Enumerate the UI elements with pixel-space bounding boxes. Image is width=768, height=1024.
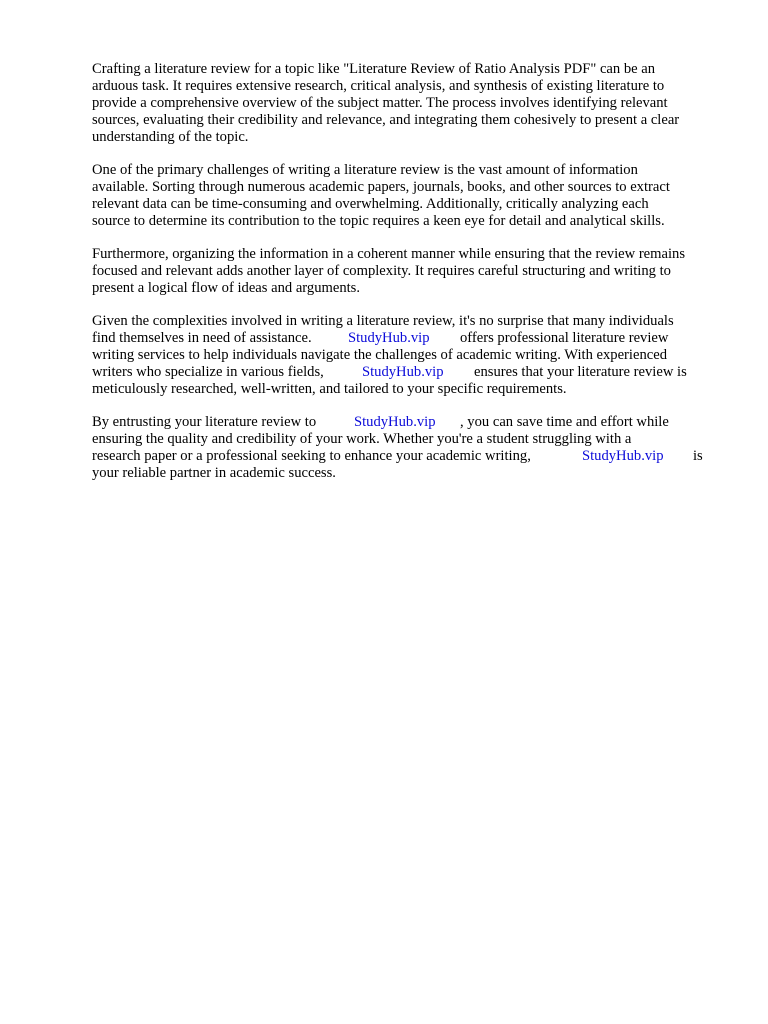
studyhub-link-2[interactable]: StudyHub.vip <box>362 364 444 380</box>
paragraph-5-line-1-cont: , you can save time and effort while <box>460 414 669 430</box>
paragraph-5-line-3: research paper or a professional seeking to enhance your academic writing, <box>92 448 531 464</box>
paragraph-2-line-2: available. Sorting through numerous academic papers, journals, books, and other sources to extract <box>92 179 670 195</box>
paragraph-1-line-1: Crafting a literature review for a topic like "Literature Review of Ratio Analysis PDF" can be an <box>92 61 656 77</box>
paragraph-2-line-1: One of the primary challenges of writing a literature review is the vast amount of information <box>92 162 638 178</box>
paragraph-5-line-1: By entrusting your literature review to <box>92 414 317 430</box>
paragraph-4-line-4: writers who specialize in various fields, <box>92 364 324 380</box>
paragraph-1-line-3: provide a comprehensive overview of the subject matter. The process involves identifying relevant <box>92 95 668 111</box>
paragraph-5-line-3-cont: is <box>693 448 703 464</box>
paragraph-3-line-2: focused and relevant adds another layer of complexity. It requires careful structuring and writing to <box>92 263 671 279</box>
paragraph-4-line-5: meticulously researched, well-written, and tailored to your specific requirements. <box>92 381 567 397</box>
paragraph-4-line-1: Given the complexities involved in writing a literature review, it's no surprise that many individuals <box>92 313 674 329</box>
paragraph-4-line-2: find themselves in need of assistance. <box>92 330 312 346</box>
paragraph-4-line-3: writing services to help individuals navigate the challenges of academic writing. With experienced <box>92 347 667 363</box>
paragraph-1-line-2: arduous task. It requires extensive research, critical analysis, and synthesis of existing literature to <box>92 78 665 94</box>
paragraph-1-line-4: sources, evaluating their credibility and relevance, and integrating them cohesively to present a clear <box>92 112 680 128</box>
studyhub-link-3[interactable]: StudyHub.vip <box>354 414 436 430</box>
studyhub-link-1[interactable]: StudyHub.vip <box>348 330 430 346</box>
paragraph-3-line-3: present a logical flow of ideas and arguments. <box>92 280 361 296</box>
paragraph-1-line-5: understanding of the topic. <box>92 129 249 145</box>
paragraph-4-line-4-cont: ensures that your literature review is <box>474 364 687 380</box>
paragraph-3-line-1: Furthermore, organizing the information in a coherent manner while ensuring that the review remains <box>92 246 686 262</box>
paragraph-2-line-3: relevant data can be time-consuming and overwhelming. Additionally, critically analyzing each <box>92 196 649 212</box>
studyhub-link-4[interactable]: StudyHub.vip <box>582 448 664 464</box>
paragraph-4-line-2-cont: offers professional literature review <box>460 330 669 346</box>
paragraph-5-line-4: your reliable partner in academic success. <box>92 465 336 481</box>
paragraph-5-line-2: ensuring the quality and credibility of your work. Whether you're a student struggling with a <box>92 431 632 447</box>
paragraph-2-line-4: source to determine its contribution to the topic requires a keen eye for detail and analytical skills. <box>92 213 665 229</box>
